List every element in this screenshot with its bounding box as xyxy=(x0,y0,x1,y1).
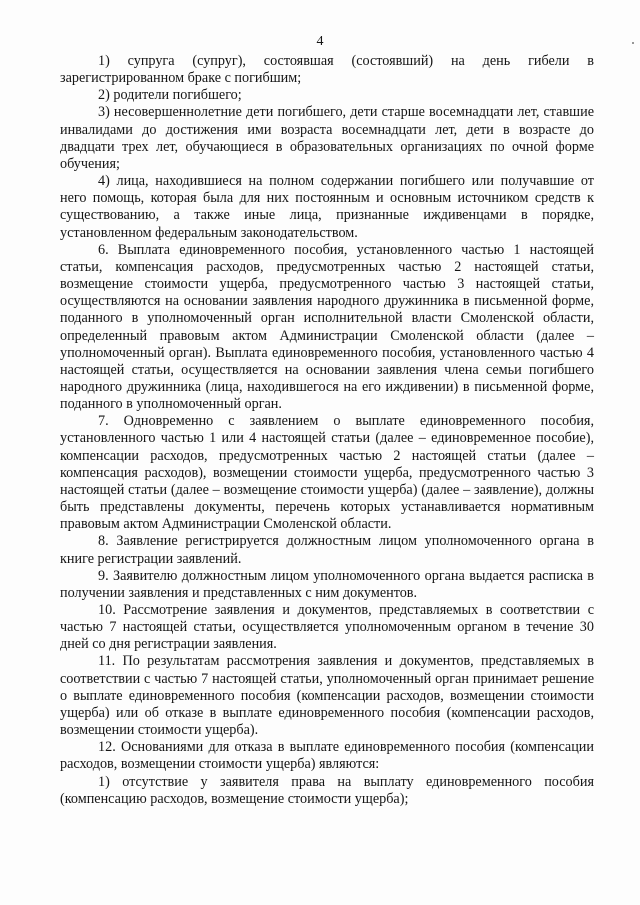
list-item-parents: 2) родители погибшего; xyxy=(98,87,242,104)
clause-12-item-1: 1) отсутствие у заявителя права на выплату единовременного пособия (компенсацию расходов, возмещение стоимости ущерба); xyxy=(60,773,594,807)
clause-8: 8. Заявление регистрируется должностным лицом уполномоченного органа в книге регистрации заявлений. xyxy=(60,533,594,567)
clause-6: 6. Выплата единовременного пособия, установленного частью 1 настоящей статьи, компенсация расходов, предусмотренных частью 2 настоящей статьи, возмещение стоимости ущерба, предусмотренного частью 3 настоящей статьи, осуществляются на основании заявления народного дружинника в письменной форме, поданного в уполномоченный орган исполнительной власти Смоленской области, определенный правовым актом Администрации Смоленской области (далее – уполномоченный орган). Выплата единовременного пособия, установленного частью 4 настоящей статьи, осуществляется на основании заявления члена семьи погибшего народного дружинника (лица, находившегося на его иждивении) в письменной форме, поданного в уполномоченный орган. xyxy=(60,241,594,413)
clause-12: 12. Основаниями для отказа в выплате единовременного пособия (компенсации расходов, возмещении стоимости ущерба) являются: xyxy=(60,739,594,773)
list-item-dependents: 4) лица, находившиеся на полном содержании погибшего или получавшие от него помощь, которая была для них постоянным и основным источником средств к существованию, а также иные лица, признанные иждивенцами в порядке, установленном федеральным законодательством. xyxy=(60,173,594,241)
clause-10: 10. Рассмотрение заявления и документов, представляемых в соответствии с частью 7 настоящей статьи, осуществляется уполномоченным органом в течение 30 дней со дня регистрации заявления. xyxy=(60,602,594,653)
list-item-spouse: 1) супруга (супруг), состоявшая (состоявший) на день гибели в зарегистрированном браке с погибшим; xyxy=(60,53,594,87)
document-body xyxy=(60,53,594,808)
clause-11: 11. По результатам рассмотрения заявления и документов, представляемых в соответствии с частью 7 настоящей статьи, уполномоченный орган принимает решение о выплате единовременного пособия (компенсации расходов, возмещении стоимости ущерба) или об отказе в выплате единовременного пособия (компенсации расходов, возмещении стоимости ущерба). xyxy=(60,653,594,739)
list-item-children: 3) несовершеннолетние дети погибшего, дети старше восемнадцати лет, ставшие инвалидами до достижения ими возраста восемнадцати лет, дети в возрасте до двадцати трех лет, обучающиеся в образовательных организациях по очной форме обучения; xyxy=(60,104,594,172)
scan-mark xyxy=(632,42,634,44)
clause-9: 9. Заявителю должностным лицом уполномоченного органа выдается расписка в получении заявления и представленных с ним документов. xyxy=(60,567,594,601)
clause-7: 7. Одновременно с заявлением о выплате единовременного пособия, установленного частью 1 или 4 настоящей статьи (далее – единовременное пособие), компенсации расходов, предусмотренных частью 2 настоящей статьи (далее – компенсация расходов), возмещении стоимости ущерба, предусмотренного частью 3 настоящей статьи (далее – возмещение стоимости ущерба) (далее – заявление), должны быть представлены документы, перечень которых устанавливается нормативным правовым актом Администрации Смоленской области. xyxy=(60,413,594,533)
page-number: 4 xyxy=(316,34,324,49)
